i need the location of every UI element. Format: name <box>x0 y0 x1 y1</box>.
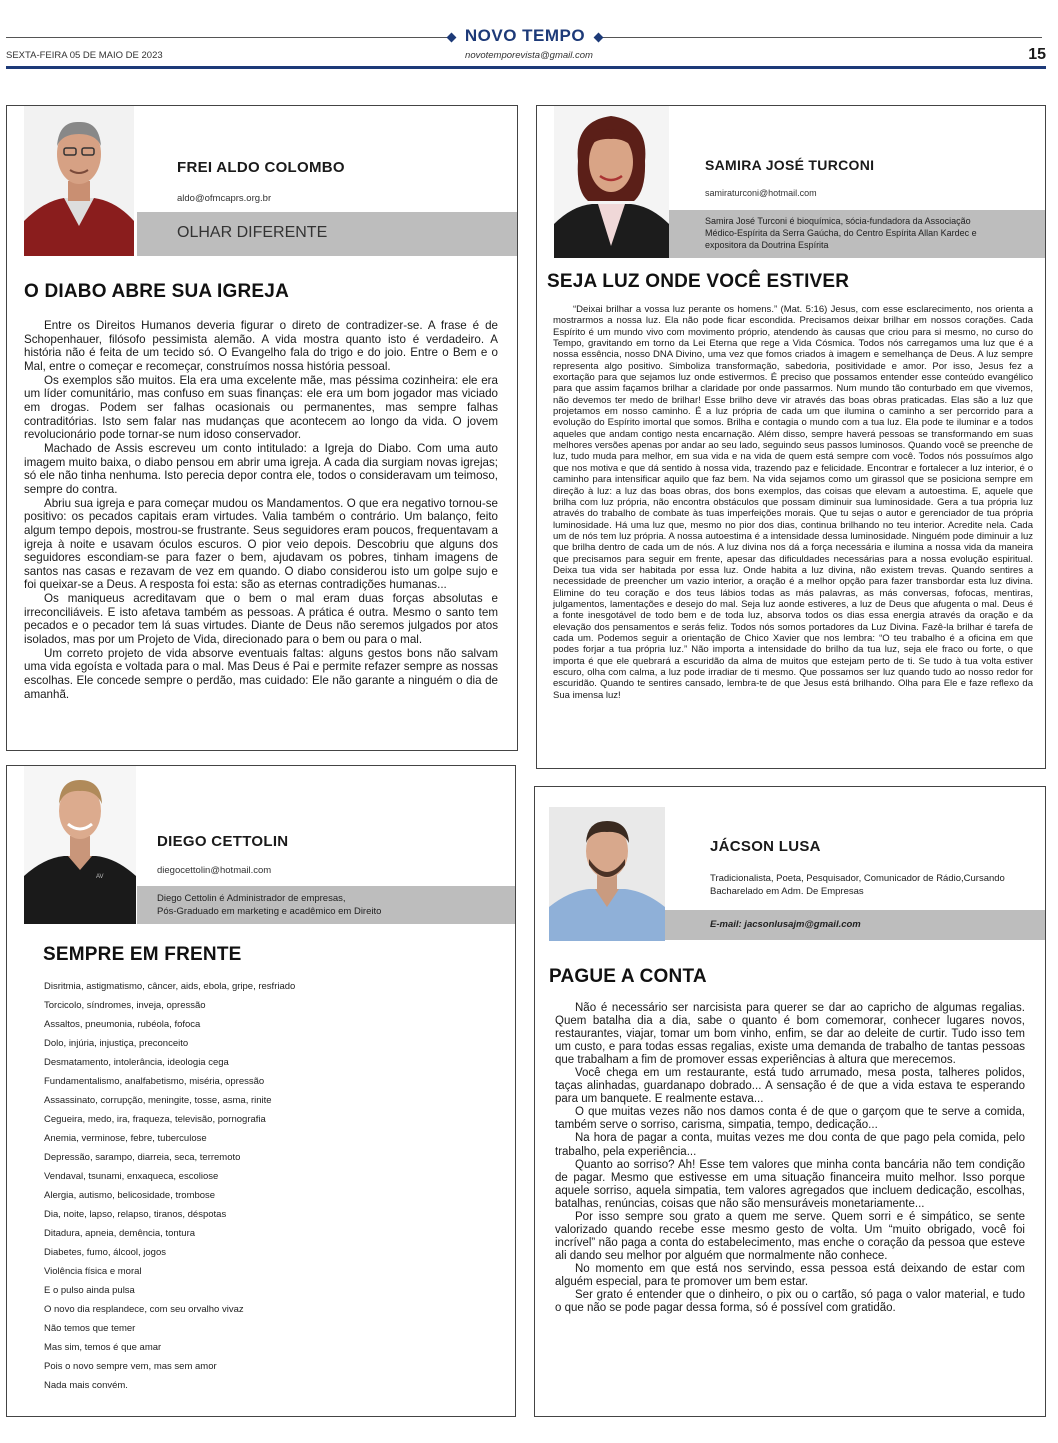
author-bio-line-1: Diego Cettolin é Administrador de empresas, <box>157 893 346 904</box>
author-name: JÁCSON LUSA <box>710 838 821 855</box>
poem-line: Alergia, autismo, belicosidade, trombose <box>44 1190 216 1201</box>
svg-text:AV: AV <box>96 874 104 880</box>
page-number: 15 <box>1028 46 1046 63</box>
poem-line: Assassinato, corrupção, meningite, tosse, asma, rinite <box>44 1095 272 1106</box>
header-rule <box>6 66 1046 69</box>
poem-line: Vendaval, tsunami, enxaqueca, escoliose <box>44 1171 219 1182</box>
poem-line: Pois o novo sempre vem, mas sem amor <box>44 1361 217 1372</box>
author-name: FREI ALDO COLOMBO <box>177 159 345 176</box>
author-email[interactable]: E-mail: jacsonlusajm@gmail.com <box>710 919 861 930</box>
paragraph: O que muitas vezes não nos damos conta é de que o garçom que te serve a comida, também serve o sorriso, carisma, simpatia, tempo, dedicação... <box>555 1106 1025 1132</box>
masthead-diamond-right <box>594 33 604 43</box>
paragraph: Não é necessário ser narcisista para querer se dar ao capricho de algumas regalias. Quem batalha dia a dia, sabe o quanto é bom comemorar, conhecer lugares novos, restaurantes, viajar, tomar um bom vinho, enfim, se dar ao deleite de curtir. Tudo isso tem um custo, e para todas essas regalias, existe uma demanda de trabalho de tantas pessoas que trabalham a fim de promover essas experiências à altura que merecemos. <box>555 1002 1025 1067</box>
paragraph: Por isso sempre sou grato a quem me serve. Quem sorri e é simpático, se sente valorizado quando recebe esse mesmo gesto de volta. Um “muito obrigado, você foi incrível” não paga a conta do estabelecimento, mas enche o coração da pessoa que esteve ali dando seu melhor por alguém que normalmente não conhece. <box>555 1210 1025 1262</box>
poem-line: Dolo, injúria, injustiça, preconceito <box>44 1038 189 1049</box>
poem-line: Mas sim, temos é que amar <box>44 1342 162 1353</box>
article-headline: SEMPRE EM FRENTE <box>43 944 242 965</box>
poem-line: Anemia, verminose, febre, tuberculose <box>44 1133 207 1144</box>
poem-line: Depressão, sarampo, diarreia, seca, terremoto <box>44 1152 241 1163</box>
article-box-diego <box>6 765 516 1417</box>
paragraph: “Deixai brilhar a vossa luz perante os homens.” (Mat. 5:16) Jesus, com esse esclarecimento, nos orienta a mostrarmos a nossa luz. Ela não pode ficar escondida. Precisamos deixar brilhar em nossos corações. Cada Espírito é um mundo vivo com movimento próprio, atendendo às causas que criou para si mesmo, no curso do Tempo, gravitando em torno da Lei Eterna que rege a Vida Cósmica. Todos nós carregamos uma luz que é a nossa essência, nosso DNA Divino, uma vez que fomos criados à imagem e semelhança de Deus. A luz sempre representa algo positivo. Simboliza transformação, sabedoria, positividade e amor. Por isso, Jesus fez a exortação para que sejamos luz onde estivermos. É preciso que possamos entender esse conteúdo evangélico para que assim façamos brilhar a claridade por onde passarmos. Num mundo tão conturbado em que vivemos, não devemos ter medo de brilhar! Esse brilho deve vir através das boas obras praticadas. Elas são a luz que projetamos em nosso caminho. É a luz própria de cada um que ilumina o caminho a ser percorrido para a evolução do Espírito imortal que somos. Brilha e contagia o mundo com a tua luz. Ela pode te iluminar e a todos aqueles que andam contigo nesta encarnação. Além disso, sempre haverá pessoas se transformando em suas melhores versões apenas por andar ao seu lado, seguindo seus passos luminosos. Quando você se preenche de luz, tudo muda para melhor, em sua vida e na vida de quem está sempre com você. Todos nós possuímos algo que nos motiva e que dá sentido à nossa vida, trazendo paz e felicidade. Encontrar e fortalecer a luz interior, é o caminho para intensificar aquilo que faz bem. Na vida sejamos como um girassol que se posiciona sempre em direção à luz: a luz das boas obras, dos bons exemplos, das coisas que elevam a autoestima. E, aquele que brilha com luz própria, não encontra obstáculos que possam diminuir sua luminosidade. Gera a tua própria luz através do trabalho de combate às tuas imperfeições morais. Que tu sejas o autor e gerenciador de tua própria luminosidade. Há uma luz que, mesmo no pior dos dias, continua brilhando no teu interior. Acredite nela. Cada um de nós tem luz própria. A nossa autoestima é a intensidade dessa luminosidade. Ninguém pode diminuir a luz que brilha dentro de cada um de nós. A luz divina nos dá a força necessária e ilumina a nossa vida da maneira que precisamos para seguir em frente, apesar das dificuldades necessárias para a nossa evolução espiritual. Deixa tua vida ser habitada por essa luz. Onde habita a luz divina, não existem trevas. Quando sentires a necessidade de preencher um vazio interior, a oração é a melhor opção para fazer transbordar esta luz divina. Elimine do teu coração e dos teus lábios todas as más palavras, as más conversas, fofocas, mentiras, julgamentos, lamentações e desejo do mal. Seja luz aonde estiveres, a luz de Deus que afugenta o mal. Deus é a fonte inesgotável de todo bem e de toda luz, absorva todos os dias essa energia através da oração e da elevação dos pensamentos e serás feliz. Todos nós somos portadores da Luz Divina. Fazê-la brilhar é tarefa de cada um. Podemos seguir a orientação de Chico Xavier que nos lembra: “O teu trabalho é a oficina em que podes forjar a tua própria luz.” Não importa a intensidade do brilho da tua luz, seja ele fraco ou forte, o que importa é que ele quebrará a escuridão da alma de muitos que estejam perto de ti. Se tudo à tua volta estiver escuro, olha com calma, a luz pode irradiar de ti mesmo. Que possamos ser luz quando tudo ao nosso redor for escuridão. Quando te sentires cansado, lembra-te de que Jesus está brilhando. Olha para Ele e faze reflexo da Sua imensa luz! <box>553 304 1033 701</box>
poem-line: Fundamentalismo, analfabetismo, miséria, opressão <box>44 1076 265 1087</box>
article-body <box>24 319 498 701</box>
newspaper-email[interactable]: novotemporevista@gmail.com <box>465 50 593 61</box>
author-photo-diego <box>24 766 136 924</box>
paragraph: Machado de Assis escreveu um conto intitulado: a Igreja do Diabo. Com uma auto imagem muito baixa, o diabo pensou em abrir uma igreja. A cada dia surgiam novas igrejas; só ele não tinha nenhuma. Isto perecia depor contra ele, todos o consideravam um teimoso, sempre do contra. <box>24 441 498 496</box>
author-bio-line-1: Tradicionalista, Poeta, Pesquisador, Comunicador de Rádio,Cursando <box>710 873 1005 884</box>
paragraph: No momento em que está nos servindo, essa pessoa está deixando de estar com alguém especial, para te promover um bem estar. <box>555 1262 1025 1288</box>
paragraph: Um correto projeto de vida absorve eventuais faltas: alguns gestos bons não salvam uma vida egoísta e voltada para o mal. Mas Deus é Pai e permite refazer sempre as nossas escolhas. Ele concede sempre o perdão, mas cuidado: Ele não garante a ninguém o dia de amanhã. <box>24 646 498 701</box>
author-email[interactable]: aldo@ofmcaprs.org.br <box>177 193 272 204</box>
paragraph: Quanto ao sorriso? Ah! Esse tem valores que minha conta bancária não tem condição de pagar. Mesmo que estivesse em uma situação financeira muito melhor. Isso porque aquele sorriso, aquela simpatia, tem valores agregados que incluem dedicação, escolhas, batalhas, renúncias, coisas que não são mensuráveis monetariamente... <box>555 1158 1025 1210</box>
author-photo-frei-aldo <box>24 106 134 256</box>
author-bio-line-2: Bacharelado em Adm. De Empresas <box>710 886 864 897</box>
paragraph: Você chega em um restaurante, está tudo arrumado, mesa posta, talheres polidos, taças alinhadas, guardanapo dobrado... A sensação é de que a vida estava te esperando para um banquete. E realmente estava... <box>555 1067 1025 1106</box>
article-body <box>553 304 1033 701</box>
poem-line: Cegueira, medo, ira, fraqueza, televisão, pornografia <box>44 1114 266 1125</box>
article-body <box>555 1002 1025 1315</box>
poem-line: Assaltos, pneumonia, rubéola, fofoca <box>44 1019 201 1030</box>
issue-date: SEXTA-FEIRA 05 DE MAIO DE 2023 <box>6 50 163 61</box>
paragraph: Entre os Direitos Humanos deveria figurar o direto de contradizer-se. A frase é de Schopenhauer, filósofo pessimista alemão. A vida mostra quanto isto é verdadeiro. A história não é feita de um tecido só. O Evangelho fala do trigo e do joio. Entre o Bem e o Mal, entre o começar e recomeçar, construímos nossa história pessoal. <box>24 319 498 373</box>
poem-line: Ditadura, apneia, demência, tontura <box>44 1228 196 1239</box>
author-email[interactable]: diegocettolin@hotmail.com <box>157 865 272 876</box>
poem <box>44 977 295 1395</box>
poem-line: Desmatamento, intolerância, ideologia cega <box>44 1057 229 1068</box>
paragraph: Os maniqueus acreditavam que o bem o mal eram duas forças absolutas e irreconciliáveis. E isto afetava também as pessoas. A prática é outra. Mesmo o santo tem pecados e o pecador tem lá suas virtudes. Diante de Deus não seremos julgados por atos isolados, mas por um Projeto de Vida, direcionado para o bem ou para o mal. <box>24 592 498 647</box>
paragraph: Na hora de pagar a conta, muitas vezes me dou conta de que pago pela comida, pelo trabalho, pela experiência... <box>555 1132 1025 1158</box>
poem-line: Torcicolo, síndromes, inveja, opressão <box>44 1000 206 1011</box>
masthead-right-rule <box>600 37 1042 38</box>
paragraph: Abriu sua igreja e para começar mudou os Mandamentos. O que era negativo tornou-se positivo: os pecados capitais eram virtudes. Valia também o contrário. Um balanço, feito algum tempo depois, mostrou-se frustrante. Seus seguidores eram poucos, frequentavam a igreja à noite e usavam óculos escuros. O pior veio depois. Descobriu que alguns dos seguidores escondiam-se para fazer o bem, ajudavam os pobres, tinham imagens de santos nas casas e rezavam de vez em quando. O diabo considerou isto um golpe sujo e foi queixar-se a Deus. A resposta foi esta: são as eternas contradições humanas... <box>24 496 498 592</box>
article-headline: O DIABO ABRE SUA IGREJA <box>24 281 289 302</box>
masthead-title: NOVO TEMPO <box>464 26 586 45</box>
article-box-samira <box>536 105 1046 769</box>
poem-line: Não temos que temer <box>44 1323 136 1334</box>
poem-line: O novo dia resplandece, com seu orvalho vivaz <box>44 1304 244 1315</box>
author-bio: Samira José Turconi é bioquímica, sócia-fundadora da Associação Médico-Espírita da Serra Gaúcha, do Centro Espírita Allan Kardec e expositora da Doutrina Espírita <box>705 216 977 250</box>
poem-line: Dia, noite, lapso, relapso, tiranos, déspotas <box>44 1209 227 1220</box>
poem-line: Disritmia, astigmatismo, câncer, aids, ebola, gripe, resfriado <box>44 981 296 992</box>
author-photo-jacson <box>549 807 665 941</box>
author-bio-line-2: Pós-Graduado em marketing e acadêmico em Direito <box>157 906 382 917</box>
article-box-jacson <box>534 786 1046 1417</box>
poem-line: Diabetes, fumo, álcool, jogos <box>44 1247 166 1258</box>
poem-line: Nada mais convém. <box>44 1380 128 1391</box>
column-name: OLHAR DIFERENTE <box>177 224 328 241</box>
article-headline: SEJA LUZ ONDE VOCÊ ESTIVER <box>547 271 850 292</box>
paragraph: Os exemplos são muitos. Ela era uma excelente mãe, mas péssima cozinheira: ele era um líder comunitário, mas confuso em suas finanças: ele era um bom jogador mas viciado em drogas. Podem ser falhas ocasionais ou permanentes, mas sempre falhas contraditórias. Isto sem falar nas mudanças que acontecem ao longo da vida. O jovem revolucionário pode tornar-se num idoso conservador. <box>24 373 498 442</box>
article-headline: PAGUE A CONTA <box>549 966 707 987</box>
article-box-frei-aldo <box>6 105 518 751</box>
paragraph: Ser grato é entender que o dinheiro, o pix ou o cartão, só paga o valor material, e tudo o que não se pode pagar dessa forma, só é possível com gratidão. <box>555 1289 1025 1315</box>
author-name: SAMIRA JOSÉ TURCONI <box>705 157 875 173</box>
poem-line: E o pulso ainda pulsa <box>44 1285 135 1296</box>
author-name: DIEGO CETTOLIN <box>157 833 289 850</box>
author-photo-samira <box>554 106 669 258</box>
masthead-left-rule <box>6 37 454 38</box>
poem-line: Violência física e moral <box>44 1266 142 1277</box>
author-email[interactable]: samiraturconi@hotmail.com <box>705 188 817 198</box>
